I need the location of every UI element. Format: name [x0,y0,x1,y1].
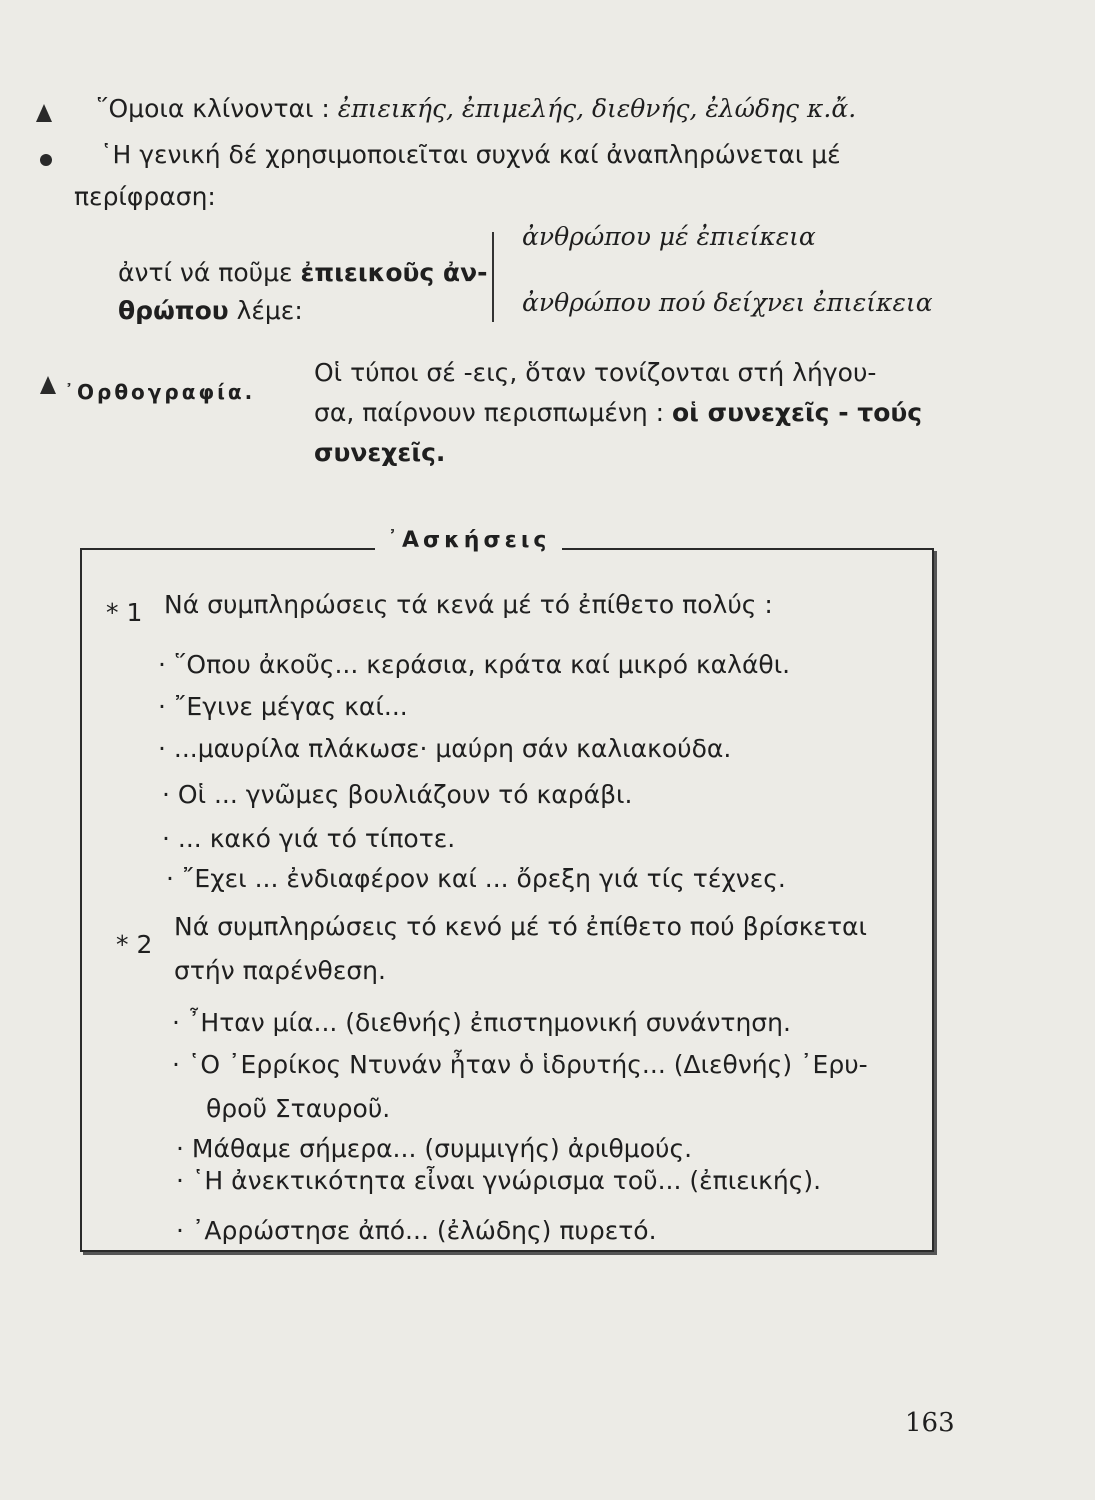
list-item-continuation: θροῦ Σταυροῦ. [206,1094,391,1123]
item-text: ῎Εχει ... ἐνδιαφέρον καί ... ὄρεξη γιά τίς τέχνες. [181,864,786,893]
list-item: · ...μαυρίλα πλάκωσε· μαύρη σάν καλιακούδα. [158,734,732,763]
item-text: Μάθαμε σήμερα... (συμμιγής) ἀριθμούς. [191,1134,693,1163]
exercise-2-prompt-line-1: Νά συμπληρώσεις τό κενό μέ τό ἐπίθετο πού βρίσκεται [174,912,867,941]
genitive-line-2: περίφραση: [74,182,216,211]
list-item: · Οἱ ... γνῶμες βουλιάζουν τό καράβι. [162,780,633,809]
item-text: ῎Εγινε μέγας καί... [173,692,408,721]
exercise-1-prompt: Νά συμπληρώσεις τά κενά μέ τό ἐπίθετο πολύς : [164,590,773,619]
triangle-bullet-icon [40,376,56,394]
item-text: ᾿Αρρώστησε ἀπό... (ἐλώδης) πυρετό. [191,1216,657,1245]
list-item: · ... κακό γιά τό τίποτε. [162,824,456,853]
list-item: · ῎Εγινε μέγας καί... [158,692,408,721]
item-text: ῾Ο ᾿Ερρίκος Ντυνάν ἦταν ὁ ἱδρυτής... (Διεθνής) ᾿Ερυ- [187,1050,868,1079]
instead-suffix: λέμε: [228,296,303,325]
item-text: ...μαυρίλα πλάκωσε· μαύρη σάν καλιακούδα. [173,734,732,763]
orthography-line-2-text: σα, παίρνουν περισπωμένη : [314,398,672,427]
list-item: · ῎Εχει ... ἐνδιαφέρον καί ... ὄρεξη γιά τίς τέχνες. [166,864,786,893]
instead-bold: ἐπιεικοῦς ἀν- [300,258,488,287]
alternative-2: ἀνθρώπου πού δείχνει ἐπιείκεια [522,288,933,317]
item-text: ... κακό γιά τό τίποτε. [177,824,456,853]
instead-prefix: ἀντί νά ποῦμε [118,258,301,287]
exercise-2-marker: * 2 [116,930,153,959]
item-text: ῞Οπου ἀκοῦς... κεράσια, κράτα καί μικρό καλάθι. [173,650,791,679]
item-text: ῏Ηταν μία... (διεθνής) ἐπιστημονική συνάντηση. [187,1008,791,1037]
exercises-title: ᾿Ασκήσεις [375,528,562,553]
alternative-1: ἀνθρώπου μέ ἐπιείκεια [522,222,816,251]
list-item: · Μάθαμε σήμερα... (συμμιγής) ἀριθμούς. [176,1134,693,1163]
exercise-2-prompt-line-2: στήν παρένθεση. [174,956,386,985]
orthography-label: ᾿Ορθογραφία. [64,380,256,404]
instead-line-2 [118,296,303,325]
genitive-line-1: ῾Η γενική δέ χρησιμοποιεῖται συχνά καί ἀναπληρώνεται μέ [100,140,841,169]
item-text: ῾Η ἀνεκτικότητα εἶναι γνώρισμα τοῦ... (ἐπιεικής). [191,1166,822,1195]
exercise-1-marker: * 1 [106,598,143,627]
list-item: · ῾Ο ᾿Ερρίκος Ντυνάν ἦταν ὁ ἱδρυτής... (Διεθνής) ᾿Ερυ- [172,1050,868,1079]
brace-divider [492,232,510,322]
triangle-bullet-icon [36,104,52,122]
list-item: · ῏Ηταν μία... (διεθνής) ἐπιστημονική συνάντηση. [172,1008,791,1037]
orthography-line-3: συνεχεῖς. [314,438,446,467]
orthography-example: οἱ συνεχεῖς - τούς [671,398,923,427]
list-item: · ῾Η ἀνεκτικότητα εἶναι γνώρισμα τοῦ... (ἐπιεικής). [176,1166,822,1195]
instead-line-1 [118,258,488,287]
list-item: · ᾿Αρρώστησε ἀπό... (ἐλώδης) πυρετό. [176,1216,657,1245]
page-number: 163 [905,1408,955,1438]
orthography-line-1: Οἱ τύποι σέ -εις, ὅταν τονίζονται στή λήγου- [314,358,877,387]
similar-words: ἐπιεικής, ἐπιμελής, διεθνής, ἐλώδης κ.ἄ. [337,94,857,123]
instead-bold-2: θρώπου [118,296,229,325]
list-item: · ῞Οπου ἀκοῦς... κεράσια, κράτα καί μικρό καλάθι. [158,650,791,679]
orthography-line-2 [314,398,922,427]
item-text: Οἱ ... γνῶμες βουλιάζουν τό καράβι. [177,780,633,809]
similar-lead: ῞Ομοια κλίνονται : [96,94,330,123]
similar-declension-line [96,94,856,123]
dot-bullet-icon [40,154,52,166]
